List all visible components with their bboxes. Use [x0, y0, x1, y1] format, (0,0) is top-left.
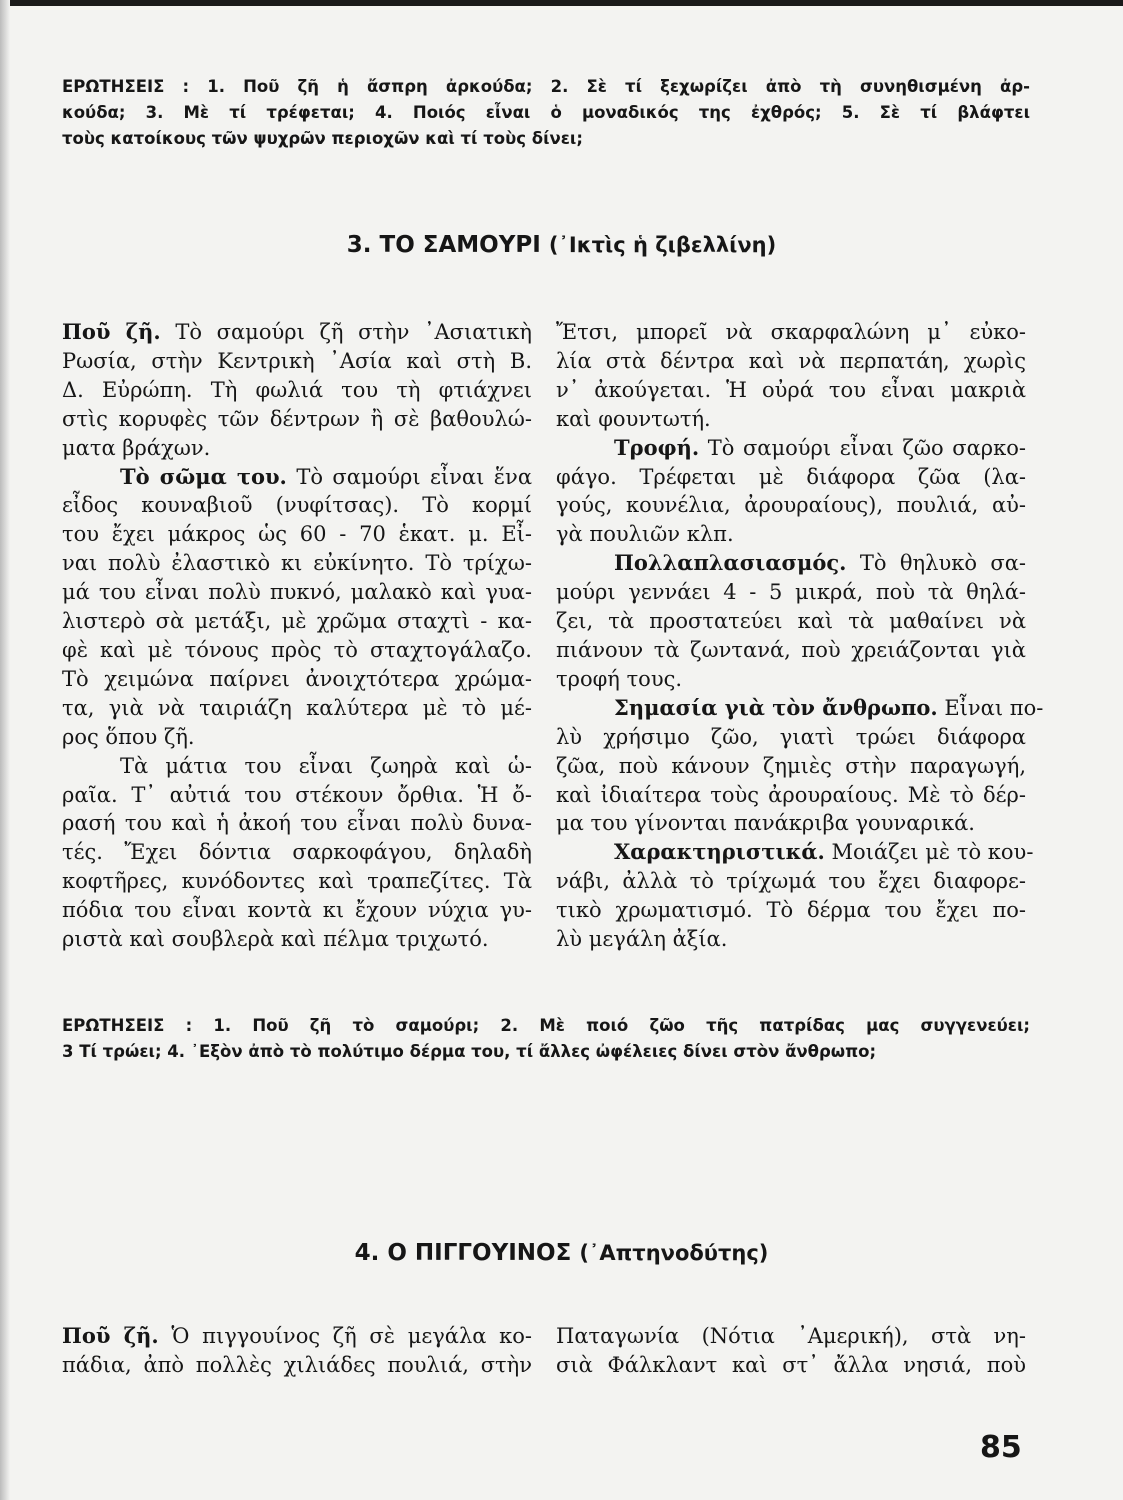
paragraph-lead-heading: Τροφή. — [614, 434, 700, 460]
line-text: Μοιάζει μὲ τὸ κου- — [824, 840, 1034, 865]
section-4-subtitle: (᾿Απτηνοδύτης) — [579, 1241, 769, 1265]
line-text: ριστὰ καὶ σουβλερὰ καὶ πέλμα τριχωτό. — [62, 927, 489, 952]
section-3-subtitle: (᾿Ικτὶς ἡ ζιβελλίνη) — [548, 233, 777, 257]
paragraph — [556, 694, 1044, 839]
section-3-heading — [0, 232, 1123, 258]
text-line — [556, 434, 1026, 463]
line-text: ρος ὅπου ζῆ. — [62, 724, 195, 749]
text-line — [556, 752, 1026, 781]
paragraph — [556, 318, 1026, 434]
text-line — [556, 463, 1026, 492]
line-text: καὶ φουντωτή. — [556, 406, 711, 431]
text-line — [62, 463, 532, 492]
text-line — [62, 665, 532, 694]
text-line — [556, 578, 1026, 607]
text-line — [62, 723, 532, 752]
questions-block-1 — [62, 74, 1030, 152]
text-line — [62, 578, 532, 607]
text-line — [62, 896, 532, 925]
text-line — [556, 809, 1026, 838]
page-number: 85 — [980, 1430, 1022, 1465]
section-3-left-column — [62, 318, 532, 954]
text-line — [556, 491, 1026, 520]
text-line — [556, 665, 1026, 694]
paragraph — [556, 434, 1026, 550]
line-text: τές. Ἔχει δόντια σαρκοφάγου, δηλαδὴ — [62, 840, 532, 865]
paragraph — [556, 838, 1034, 954]
question-line: ΕΡΩΤΗΣΕΙΣ : 1. Ποῦ ζῆ τὸ σαμούρι; 2. Μὲ ποιό ζῶο τῆς πατρίδας μας συγγενεύει; — [62, 1016, 1030, 1035]
line-text: ζῶα, ποὺ κάνουν ζημιὲς στὴν παραγωγή, — [556, 753, 1026, 778]
text-line — [556, 925, 1026, 954]
line-text: λιστερὸ σὰ μετάξι, μὲ χρῶμα σταχτὶ - κα- — [62, 609, 532, 634]
question-line: κούδα; 3. Μὲ τί τρέφεται; 4. Ποιός εἶναι ὁ μοναδικός της ἐχθρός; 5. Σὲ τί βλάφτει — [62, 103, 1030, 122]
line-text: ν᾿ ἀκούγεται. Ἡ οὐρά του εἶναι μακριὰ — [556, 377, 1026, 402]
line-text: Ὁ πιγγουίνος ζῆ σὲ μεγάλα κο- — [158, 1324, 532, 1348]
section-4-heading — [0, 1240, 1123, 1266]
line-text: νάβι, ἀλλὰ τὸ τρίχωμά του ἔχει διαφορε- — [556, 869, 1026, 894]
line-text: καὶ ἰδιαίτερα τοὺς ἀρουραίους. Μὲ τὸ δέρ- — [556, 782, 1026, 807]
text-line — [62, 1351, 532, 1380]
text-line — [62, 376, 532, 405]
line-text: του ἔχει μάκρος ὡς 60 - 70 ἑκατ. μ. Εἶ- — [62, 522, 532, 547]
text-line — [556, 838, 1034, 867]
line-text: εἶδος κουναβιοῦ (νυφίτσας). Τὸ κορμί — [62, 493, 532, 518]
text-line — [62, 491, 532, 520]
line-text: φὲ καὶ μὲ τόνους πρὸς τὸ σταχτογάλαζο. — [62, 637, 532, 662]
text-line — [62, 925, 532, 954]
text-line — [556, 1322, 1026, 1351]
text-line — [556, 376, 1026, 405]
line-text: Τὸ σαμούρι εἶναι ζῶο σαρκο- — [699, 435, 1026, 460]
line-text: ρασή του καὶ ἡ ἀκοή του εἶναι πολὺ δυνα- — [62, 811, 532, 836]
line-text: μά του εἶναι πολὺ πυκνό, μαλακὸ καὶ γυα- — [62, 580, 532, 605]
line-text: ραῖα. Τ᾿ αὐτιά του στέκουν ὄρθια. Ἡ ὄ- — [62, 782, 532, 807]
line-text: σιὰ Φάλκλαντ καὶ στ᾿ ἄλλα νησιά, ποὺ — [556, 1352, 1026, 1377]
line-text: Τὰ μάτια του εἶναι ζωηρὰ καὶ ὡ- — [120, 753, 532, 778]
text-line — [62, 520, 532, 549]
text-line — [556, 636, 1026, 665]
text-line — [62, 347, 532, 376]
question-line: τοὺς κατοίκους τῶν ψυχρῶν περιοχῶν καὶ τί τοὺς δίνει; — [62, 129, 583, 148]
text-line — [556, 781, 1026, 810]
text-line — [556, 520, 1026, 549]
text-line — [556, 896, 1026, 925]
questions-block-2 — [62, 1013, 1030, 1065]
line-text: τα, γιὰ νὰ ταιριάζη καλύτερα μὲ τὸ μέ- — [62, 695, 532, 720]
line-text: ματα βράχων. — [62, 435, 211, 460]
line-text: Εἶναι πο- — [937, 695, 1044, 720]
line-text: γὰ πουλιῶν κλπ. — [556, 522, 734, 547]
paragraph-lead-heading: Σημασία γιὰ τὸν ἄνθρωπο. — [614, 694, 938, 720]
text-line — [556, 318, 1026, 347]
line-text: στὶς κορυφὲς τῶν δέντρων ἢ σὲ βαθουλώ- — [62, 406, 532, 431]
text-line — [556, 1351, 1026, 1380]
paragraph — [556, 1322, 1026, 1380]
paragraph-lead-heading: Πολλαπλασιασμός. — [614, 550, 847, 576]
text-line — [62, 867, 532, 896]
text-line — [62, 1322, 532, 1351]
text-line — [556, 867, 1026, 896]
line-text: λία στὰ δέντρα καὶ νὰ περπατάη, χωρὶς — [556, 348, 1026, 373]
line-text: γούς, κουνέλια, ἀρουραίους), πουλιά, αὐ- — [556, 493, 1026, 518]
line-text: μούρι γεννάει 4 - 5 μικρά, ποὺ τὰ θηλά- — [556, 580, 1026, 605]
section-3-title: 3. ΤΟ ΣΑΜΟΥΡΙ — [346, 232, 541, 258]
text-line — [62, 838, 532, 867]
text-line — [62, 607, 532, 636]
text-line — [62, 434, 532, 463]
text-line — [62, 694, 532, 723]
question-line: 3 Τί τρώει; 4. ᾿Εξὸν ἀπὸ τὸ πολύτιμο δέρμα του, τί ἄλλες ὠφέλειες δίνει στὸν ἄνθρωπο; — [62, 1042, 877, 1061]
text-line — [556, 607, 1026, 636]
line-text: πάδια, ἀπὸ πολλὲς χιλιάδες πουλιά, στὴν — [62, 1352, 532, 1377]
scan-top-edge — [0, 0, 1123, 6]
text-line — [62, 781, 532, 810]
text-line — [62, 318, 532, 347]
line-text: μα του γίνονται πανάκριβα γουναρικά. — [556, 811, 975, 836]
text-line — [556, 405, 1026, 434]
line-text: τικὸ χρωματισμό. Τὸ δέρμα του ἔχει πο- — [556, 898, 1026, 923]
text-line — [62, 549, 532, 578]
line-text: Τὸ σαμούρι εἶναι ἕνα — [286, 464, 532, 489]
paragraph — [62, 1322, 532, 1380]
text-line — [556, 549, 1026, 578]
paragraph-lead-heading: Χαρακτηριστικά. — [614, 839, 825, 865]
paragraph — [62, 752, 532, 954]
line-text: λὺ μεγάλη ἀξία. — [556, 927, 728, 952]
line-text: Ἔτσι, μπορεῖ νὰ σκαρφαλώνη μ᾿ εὐκο- — [556, 320, 1026, 344]
line-text: Τὸ σαμούρι ζῆ στὴν ᾿Ασιατικὴ — [160, 320, 532, 344]
line-text: κοφτῆρες, κυνόδοντες καὶ τραπεζίτες. Τὰ — [62, 869, 532, 894]
line-text: πόδια του εἶναι κοντὰ κι ἔχουν νύχια γυ- — [62, 898, 532, 923]
paragraph — [62, 318, 532, 463]
line-text: ναι πολὺ ἐλαστικὸ κι εὐκίνητο. Τὸ τρίχω- — [62, 551, 532, 576]
line-text: Τὸ θηλυκὸ σα- — [846, 551, 1026, 576]
line-text: Δ. Εὐρώπη. Τὴ φωλιά του τὴ φτιάχνει — [62, 377, 532, 402]
text-line — [62, 752, 532, 781]
paragraph — [62, 463, 532, 752]
paragraph — [556, 549, 1026, 694]
line-text: ζει, τὰ προστατεύει καὶ τὰ μαθαίνει νὰ — [556, 609, 1026, 634]
line-text: πιάνουν τὰ ζωντανά, ποὺ χρειάζονται γιὰ — [556, 637, 1026, 662]
section-4-title: 4. Ο ΠΙΓΓΟΥΙΝΟΣ — [354, 1240, 572, 1266]
text-line — [62, 809, 532, 838]
paragraph-lead-heading: Ποῦ ζῆ. — [62, 319, 161, 344]
text-line — [62, 405, 532, 434]
scan-binding-shadow — [0, 0, 10, 1500]
section-3-right-column — [556, 318, 1044, 954]
paragraph-lead-heading: Ποῦ ζῆ. — [62, 1323, 159, 1348]
line-text: Ρωσία, στὴν Κεντρικὴ ᾿Ασία καὶ στὴ Β. — [62, 348, 532, 373]
section-4-left-column — [62, 1322, 532, 1380]
line-text: Παταγωνία (Νότια ᾿Αμερική), στὰ νη- — [556, 1324, 1026, 1348]
text-line — [62, 636, 532, 665]
text-line — [556, 347, 1026, 376]
section-4-right-column — [556, 1322, 1026, 1380]
line-text: τροφή τους. — [556, 666, 683, 691]
line-text: λὺ χρήσιμο ζῶο, γιατὶ τρώει διάφορα — [556, 724, 1026, 749]
line-text: Τὸ χειμώνα παίρνει ἀνοιχτότερα χρώμα- — [62, 666, 532, 691]
line-text: φάγο. Τρέφεται μὲ διάφορα ζῶα (λα- — [556, 464, 1026, 489]
text-line — [556, 723, 1026, 752]
paragraph-lead-heading: Τὸ σῶμα του. — [120, 463, 287, 489]
question-line: ΕΡΩΤΗΣΕΙΣ : 1. Ποῦ ζῆ ἡ ἄσπρη ἀρκούδα; 2. Σὲ τί ξεχωρίζει ἀπὸ τὴ συνηθισμένη ἀρ- — [62, 77, 1030, 96]
text-line — [556, 694, 1044, 723]
